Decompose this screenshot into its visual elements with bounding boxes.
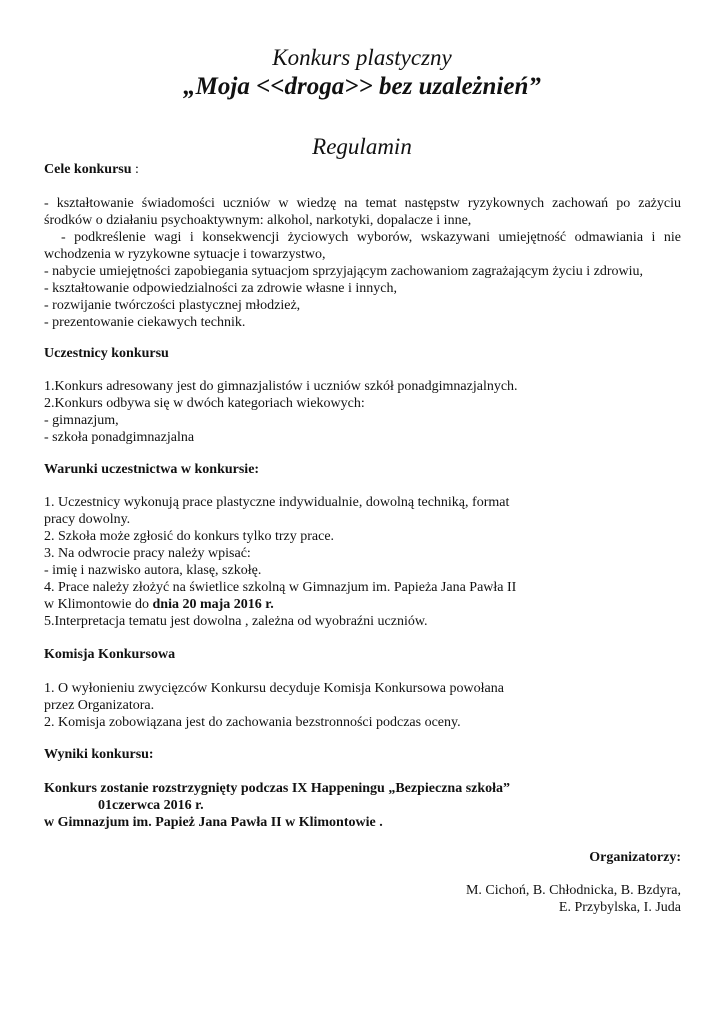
organizers-line: M. Cichoń, B. Chłodnicka, B. Bzdyra, [465,883,681,898]
goal-line: środków o działaniu psychoaktywnym: alkohol, narkotyki, dopalacze i inne, [44,213,472,228]
participant-line: 1.Konkurs adresowany jest do gimnazjalistów i uczniów szkół ponadgimnazjalnych. [44,379,518,394]
goal-line: wchodzenia w ryzykowne sytuacje i towarzystwo, [44,247,326,262]
participant-line: - szkoła ponadgimnazjalna [44,430,195,445]
committee-line: 2. Komisja zobowiązana jest do zachowania bezstronności podczas oceny. [44,715,461,730]
section-goals [44,161,681,178]
section-heading-participants: Uczestnicy konkursu [44,346,169,361]
section-heading-committee: Komisja Konkursowa [44,647,176,662]
condition-line: 1. Uczestnicy wykonują prace plastyczne indywidualnie, dowolną techniką, format [44,495,510,510]
results-text [44,780,681,831]
condition-line: 4. Prace należy złożyć na świetlice szkolną w Gimnazjum im. Papieża Jana Pawła II [44,580,517,595]
deadline-date: dnia 20 maja 2016 r. [152,597,274,612]
condition-line: 2. Szkoła może zgłosić do konkurs tylko trzy prace. [44,529,335,544]
goal-line: - kształtowanie świadomości uczniów w wiedzę na temat następstw ryzykownych zachowań po zażyciu [44,196,681,211]
section-heading-goals: Cele konkursu : [44,162,139,177]
organizers-names [466,882,681,916]
results-location: w Gimnazjum im. Papież Jana Pawła II w Klimontowie . [44,815,383,830]
results-date: 01czerwca 2016 r. [98,798,204,813]
section-heading-results: Wyniki konkursu: [44,747,154,762]
condition-deadline: w Klimontowie do dnia 20 maja 2016 r. [44,597,274,612]
committee-line: 1. O wyłonieniu zwycięzców Konkursu decyduje Komisja Konkursowa powołana [44,681,504,696]
goal-line: - kształtowanie odpowiedzialności za zdrowie własne i innych, [44,281,397,296]
section-heading-conditions: Warunki uczestnictwa w konkursie: [44,462,260,477]
organizers-line: E. Przybylska, I. Juda [558,900,681,915]
committee-list [44,680,681,731]
participant-line: 2.Konkurs odbywa się w dwóch kategoriach wiekowych: [44,396,365,411]
results-line: Konkurs zostanie rozstrzygnięty podczas IX Happeningu „Bezpieczna szkoła” [44,781,511,796]
conditions-list [44,494,681,630]
goal-line: - prezentowanie ciekawych technik. [44,315,246,330]
committee-line: przez Organizatora. [44,698,155,713]
condition-line: pracy dowolny. [44,512,131,527]
goal-line: - rozwijanie twórczości plastycznej młodzież, [44,298,301,313]
section-committee [44,646,681,663]
section-participants [44,345,681,362]
document-subtitle: Regulamin [312,134,412,159]
section-results [44,746,681,763]
participants-list [44,378,681,446]
goals-list [44,195,681,331]
document-title: Konkurs plastyczny [272,45,452,70]
organizers-heading-block [589,849,681,866]
contest-name: „Moja <<droga>> bez uzależnień” [183,73,541,100]
condition-line: 3. Na odwrocie pracy należy wpisać: [44,546,251,561]
condition-line: 5.Interpretacja tematu jest dowolna , zależna od wyobraźni uczniów. [44,614,428,629]
goal-line: - podkreślenie wagi i konsekwencji życiowych wyborów, wskazywani umiejętność odmawiania i nie [44,230,682,245]
goal-line: - nabycie umiejętności zapobiegania sytuacjom sprzyjającym zachowaniom zagrażającym życiu i zdrowiu, [44,264,644,279]
section-conditions [44,461,681,478]
participant-line: - gimnazjum, [44,413,119,428]
organizers-heading: Organizatorzy: [589,850,681,865]
condition-line: - imię i nazwisko autora, klasę, szkołę. [44,563,262,578]
